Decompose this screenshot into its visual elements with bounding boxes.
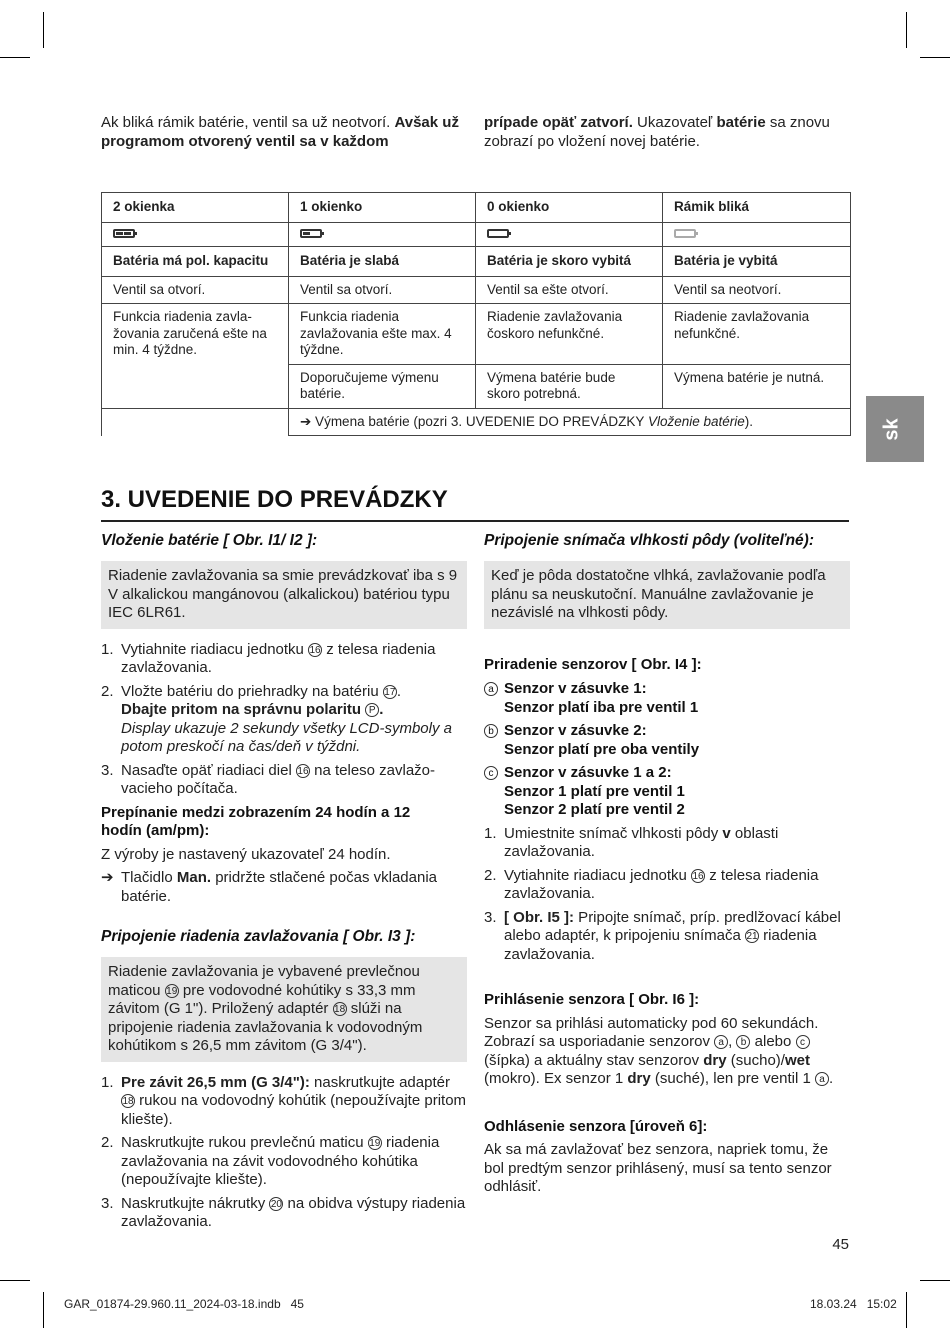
- steps-connection: [101, 1074, 467, 1232]
- letter-icon: b: [484, 724, 498, 738]
- battery-empty-icon: [487, 229, 509, 238]
- crop-mark: [0, 57, 30, 58]
- table-row: Funkcia riadenia zavlažovania zaručená ešte na min. 4 týždne. Funkcia riadenia zavlažovania ešte max. 4 týždne. Riadenie zavlažovania čoskoro nefunkčné. Riadenie zavlažovania nefunkčné.: [102, 304, 851, 365]
- sensor-logout-text: Ak sa má zavlažovať bez senzora, napriek tomu, že bol predtým senzor prihlásený, musí sa tento senzor odhlásiť.: [484, 1141, 832, 1195]
- table-row: Ventil sa otvorí. Ventil sa otvorí. Ventil sa ešte otvorí. Ventil sa neotvorí.: [102, 276, 851, 304]
- heading-time-format: Prepínanie medzi zobrazením 24 hodín a 12 hodín (am/pm):: [101, 803, 411, 839]
- heading-sensor-assignment: Priradenie senzorov [ Obr. I4 ]:: [484, 655, 702, 673]
- table-header-cell: 0 okienko: [476, 193, 663, 223]
- heading-sensor-login: Prihlásenie senzora [ Obr. I6 ]:: [484, 991, 700, 1008]
- list-item: 3. Nasaďte opäť riadiaci diel 16 na teleso zavlažovacieho počítača.: [101, 761, 436, 797]
- list-item: 1. Vytiahnite riadiacu jednotku 16 z telesa riadenia zavlažovania.: [101, 640, 436, 676]
- letter-icon: a: [484, 682, 498, 696]
- intro-right: prípade opäť zatvorí. Ukazovateľ batérie sa znovu zobrazí po vložení novej batérie.: [484, 114, 830, 150]
- reference-number-icon: 18: [122, 1096, 134, 1107]
- table-icon-row: [102, 222, 851, 247]
- footer-file-info: GAR_01874-29.960.11_2024-03-18.indb 45: [64, 1297, 304, 1311]
- language-tab: sk: [866, 396, 924, 462]
- table-row: Batéria má pol. kapacitu Batéria je slabá Batéria je skoro vybitá Batéria je vybitá: [102, 247, 851, 277]
- sensor-assignment-list: [484, 680, 850, 820]
- table-header-row: [102, 193, 851, 223]
- table-header-cell: 1 okienko: [289, 193, 476, 223]
- reference-number-icon: 18: [334, 1004, 346, 1015]
- crop-mark: [43, 1292, 44, 1328]
- reference-number-icon: 16: [309, 644, 321, 656]
- sensor-login-text: Senzor sa prihlási automaticky pod 60 sekundách. Zobrazí sa usporiadanie senzorov a , b alebo c (šípka) a aktuálny stav senzorov dry (sucho)/wet (mokro). Ex senzor 1 dry (suché), len pre ventil 1 a .: [484, 1014, 834, 1087]
- polarity-icon: P: [365, 703, 379, 717]
- reference-number-icon: 21: [746, 931, 758, 942]
- table-row: Doporučujeme výmenu batérie. Výmena batérie bude skoro potrebná. Výmena batérie je nutná.: [102, 364, 851, 408]
- list-item: 1. Umiestnite snímač vlhkosti pôdy v oblasti zavlažovania.: [484, 824, 779, 860]
- letter-icon: a: [815, 1072, 829, 1086]
- reference-number-icon: 16: [692, 870, 704, 882]
- table-footer-row: [102, 408, 851, 436]
- list-item: ➔ Tlačidlo Man. pridržte stlačené počas vkladania batérie.: [101, 869, 437, 905]
- list-item: a Senzor v zásuvke 1: Senzor platí iba pre ventil 1: [484, 680, 850, 717]
- title-rule: [101, 520, 849, 522]
- crop-mark: [43, 12, 44, 48]
- arrow-icon: ➔: [101, 869, 114, 886]
- subheading-connection: Pripojenie riadenia zavlažovania [ Obr. I3 ]:: [101, 928, 416, 945]
- page-number: 45: [832, 1236, 849, 1253]
- list-item: 3. [ Obr. I5 ]: Pripojte snímač, príp. predlžovací kábel alebo adaptér, k pripojeniu snímača 21 riadenia zavlažovania.: [484, 908, 841, 963]
- reference-number-icon: 17: [384, 686, 396, 698]
- steps-battery: [101, 641, 467, 799]
- intro-left: Ak bliká rámik batérie, ventil sa už neotvorí. Avšak už programom otvorený ventil sa v každom: [101, 114, 459, 150]
- list-item: 2. Vytiahnite riadiacu jednotku 16 z telesa riadenia zavlažovania.: [484, 866, 819, 902]
- info-box-connection: Riadenie zavlažovania je vybavené prevlečnou maticou 19 pre vodovodné kohútiky s 33,3 mm závitom (G 1"). Priložený adaptér 18 slúži na pripojenie riadenia zavlažovania k vodovodným kohútikom s 26,5 mm závitom (G 3/4").: [101, 957, 467, 1062]
- right-column: [484, 532, 850, 1197]
- list-item: c Senzor v zásuvke 1 a 2: Senzor 1 platí pre ventil 1 Senzor 2 platí pre ventil 2: [484, 764, 850, 820]
- heading-sensor-logout: Odhlásenie senzora [úroveň 6]:: [484, 1117, 708, 1135]
- letter-icon: c: [796, 1035, 810, 1049]
- table-header-cell: 2 okienka: [102, 193, 289, 223]
- time-format-text: Z výroby je nastavený ukazovateľ 24 hodín.: [101, 845, 391, 863]
- battery-two-bars-icon: [113, 229, 135, 238]
- subheading-battery: Vloženie batérie [ Obr. I1/ I2 ]:: [101, 532, 318, 549]
- battery-status-table: [101, 192, 851, 436]
- reference-number-icon: 19: [166, 985, 178, 997]
- list-item: 2. Vložte batériu do priehradky na batériu 17. Dbajte pritom na správnu polaritu P . Display ukazuje 2 sekundy všetky LCD-symboly a potom preskočí na čas/deň v týždni.: [101, 682, 452, 755]
- reference-number-icon: 16: [297, 765, 309, 777]
- list-item: 1. Pre závit 26,5 mm (G 3/4"): naskrutkujte adaptér 18 rukou na vodovodný kohútik (nepoužívajte pritom kliešte).: [101, 1073, 467, 1128]
- reference-number-icon: 19: [369, 1138, 381, 1149]
- left-column: [101, 532, 467, 1237]
- letter-icon: c: [484, 766, 498, 780]
- list-item: 2. Naskrutkujte rukou prevlečnú maticu 19 riadenia zavlažovania na závit vodovodného kohútika (nepoužívajte kliešte).: [101, 1134, 440, 1188]
- crop-mark: [0, 1280, 30, 1281]
- info-box-battery: Riadenie zavlažovania sa smie prevádzkovať iba s 9 V alkalickou mangánovou (alkalickou) batériou typu IEC 6LR61.: [101, 561, 467, 629]
- letter-icon: a: [714, 1035, 728, 1049]
- list-item: b Senzor v zásuvke 2: Senzor platí pre oba ventily: [484, 722, 850, 759]
- crop-mark: [906, 12, 907, 48]
- battery-one-bar-icon: [300, 229, 322, 238]
- battery-frame-blinking-icon: [674, 229, 696, 238]
- section-title: 3. UVEDENIE DO PREVÁDZKY: [101, 486, 448, 513]
- time-format-instructions: [101, 869, 467, 906]
- letter-icon: b: [736, 1035, 750, 1049]
- subheading-moisture-sensor: Pripojenie snímača vlhkosti pôdy (voliteľné):: [484, 532, 814, 549]
- crop-mark: [906, 1292, 907, 1328]
- table-header-cell: Rámik bliká: [663, 193, 851, 223]
- steps-sensor: [484, 825, 850, 965]
- info-box-moisture: Keď je pôda dostatočne vlhká, zavlažovanie podľa plánu sa neuskutoční. Manuálne zavlažovanie je nezávislé na vlhkosti pôdy.: [484, 561, 850, 629]
- crop-mark: [920, 1280, 950, 1281]
- reference-number-icon: 20: [270, 1198, 282, 1210]
- list-item: 3. Naskrutkujte nákrutky 20 na obidva výstupy riadenia zavlažovania.: [101, 1194, 466, 1230]
- footer-date: 18.03.24 15:02: [810, 1297, 897, 1311]
- table-footer-note: ➔ Výmena batérie (pozri 3. UVEDENIE DO PREVÁDZKY Vloženie batérie).: [289, 408, 851, 436]
- crop-mark: [920, 57, 950, 58]
